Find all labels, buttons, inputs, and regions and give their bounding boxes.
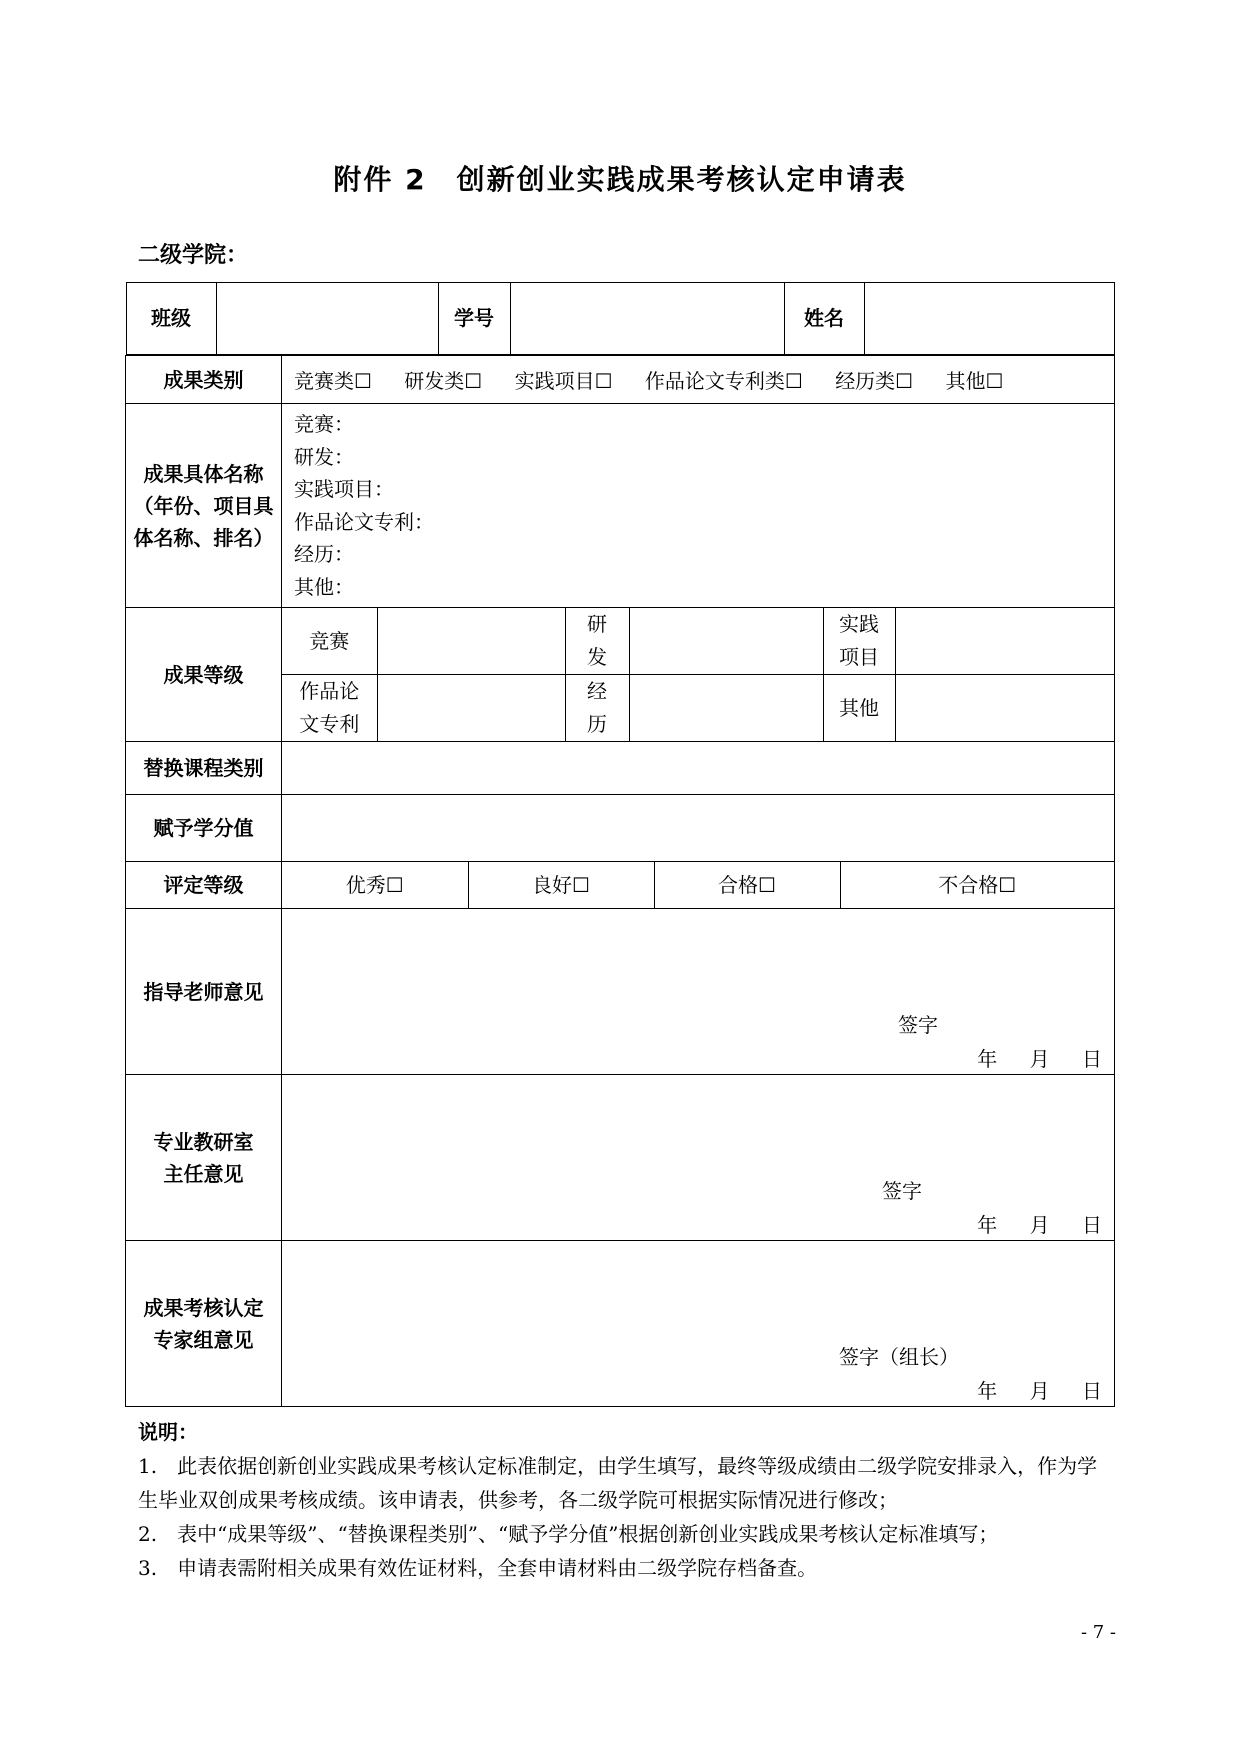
evaluation-option-good[interactable]: 良好☐ (468, 862, 654, 908)
grade-label: 成果等级 (126, 608, 282, 742)
grade-other-input[interactable] (895, 675, 1114, 742)
category-option-research[interactable]: 研发类☐ (404, 369, 483, 393)
grade-competition-input[interactable] (377, 608, 565, 675)
specific-name-field[interactable] (282, 404, 1115, 608)
grade-other-label: 其他 (823, 675, 895, 742)
specific-name-line-works-papers-patents: 作品论文专利： (294, 509, 434, 534)
evaluation-option-excellent[interactable]: 优秀☐ (282, 862, 468, 908)
grade-experience-label: 经 历 (565, 675, 629, 742)
replace-course-label: 替换课程类别 (126, 742, 282, 795)
grade-practice-project-input[interactable] (895, 608, 1114, 675)
expert-opinion-label (126, 1241, 282, 1407)
advisor-opinion-field[interactable] (282, 909, 1115, 1075)
grade-research-label: 研 发 (565, 608, 629, 675)
advisor-date-label: 年 月 日 (977, 1047, 1102, 1071)
grade-works-papers-patents-label: 作品论 文专利 (282, 675, 377, 742)
credit-label: 赋予学分值 (126, 795, 282, 862)
category-option-other[interactable]: 其他☐ (945, 369, 1004, 393)
advisor-opinion-label-line: 指导老师意见 (143, 979, 264, 1004)
name-label: 姓名 (784, 283, 864, 355)
specific-name-label (126, 404, 282, 608)
specific-name-line-practice-project: 实践项目： (294, 477, 394, 501)
grade-practice-project-label: 实践 项目 (823, 608, 895, 675)
credit-input[interactable] (282, 795, 1115, 862)
specific-name-line-other: 其他： (294, 574, 354, 599)
name-input[interactable] (864, 283, 1114, 355)
category-label: 成果类别 (126, 356, 282, 404)
advisor-opinion-label (126, 909, 282, 1075)
note-item: 1. 此表依据创新创业实践成果考核认定标准制定，由学生填写，最终等级成绩由二级学院安排录入，作为学生毕业双创成果考核成绩。该申请表，供参考，各二级学院可根据实际情况进行修改； (138, 1454, 1098, 1512)
director-opinion-field[interactable] (282, 1075, 1115, 1241)
evaluation-options (282, 862, 1115, 909)
director-opinion-label-line: 主任意见 (163, 1161, 244, 1186)
category-option-competition[interactable]: 竞赛类☐ (294, 369, 372, 393)
grade-experience-input[interactable] (629, 675, 823, 742)
grade-works-papers-patents-input[interactable] (377, 675, 565, 742)
note-item: 3. 申请表需附相关成果有效佐证材料，全套申请材料由二级学院存档备查。 (138, 1556, 818, 1580)
category-option-works-papers-patents[interactable]: 作品论文专利类☐ (644, 369, 803, 393)
grade-competition-label: 竞赛 (282, 608, 377, 675)
specific-name-label-line: 成果具体名称 (143, 461, 264, 486)
expert-opinion-field[interactable] (282, 1241, 1115, 1407)
category-option-practice-project[interactable]: 实践项目☐ (514, 369, 613, 393)
specific-name-line-competition: 竞赛： (294, 412, 354, 436)
grade-research-input[interactable] (629, 608, 823, 675)
class-input[interactable] (216, 283, 438, 355)
college-label: 二级学院： (138, 243, 249, 268)
director-opinion-label-line: 专业教研室 (153, 1129, 254, 1154)
expert-opinion-label-line: 成果考核认定 (143, 1295, 264, 1320)
replace-course-input[interactable] (282, 742, 1115, 795)
specific-name-line-experience: 经历： (294, 542, 354, 566)
student-id-input[interactable] (510, 283, 784, 355)
specific-name-line-research: 研发： (294, 444, 354, 469)
expert-opinion-label-line: 专家组意见 (153, 1327, 254, 1352)
director-date-label: 年 月 日 (977, 1213, 1102, 1237)
student-id-label: 学号 (438, 283, 510, 355)
category-option-experience[interactable]: 经历类☐ (835, 369, 914, 393)
evaluation-option-pass[interactable]: 合格☐ (654, 862, 840, 908)
application-form (125, 282, 1115, 1407)
specific-name-label-line: 体名称、排名） (133, 525, 274, 550)
class-label: 班级 (126, 283, 216, 355)
notes-section (138, 1415, 1113, 1585)
page-title: 附件 2 创新创业实践成果考核认定申请表 (333, 163, 907, 196)
advisor-signature-label: 签字 (898, 1013, 938, 1037)
evaluation-option-fail[interactable]: 不合格☐ (840, 862, 1114, 908)
grade-grid (282, 608, 1115, 742)
note-item: 2. 表中“成果等级”、“替换课程类别”、“赋予学分值”根据创新创业实践成果考核认定标准填写； (138, 1522, 999, 1546)
expert-signature-label: 签字（组长） (839, 1345, 959, 1369)
basic-info-row (126, 282, 1115, 356)
page-number: - 7 - (1080, 1622, 1116, 1643)
notes-title: 说明： (138, 1420, 198, 1444)
director-signature-label: 签字 (882, 1179, 922, 1203)
director-opinion-label (126, 1075, 282, 1241)
evaluation-label: 评定等级 (126, 862, 282, 909)
expert-date-label: 年 月 日 (977, 1379, 1102, 1403)
specific-name-label-line: （年份、项目具 (133, 493, 274, 518)
category-options (282, 356, 1115, 404)
